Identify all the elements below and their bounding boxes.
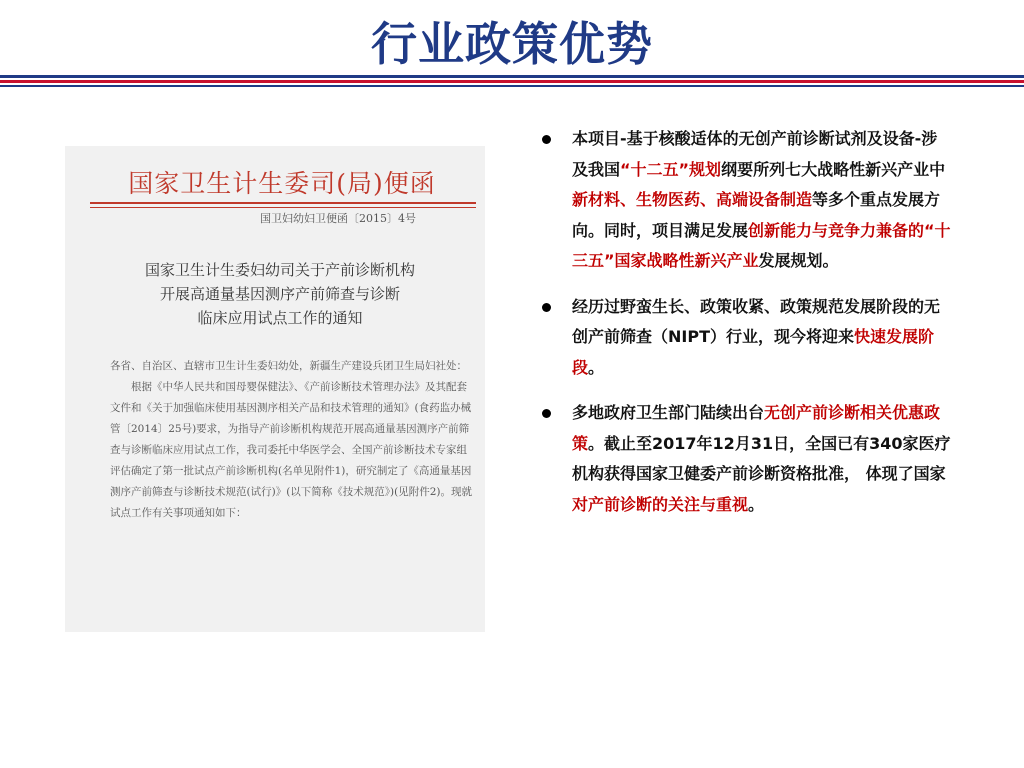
bullet-text-segment: 多地政府卫生部门陆续出台 [572, 403, 765, 422]
bullet-item [540, 398, 960, 520]
bullet-text-segment: 发展规划。 [758, 251, 839, 270]
title-rule-blue-bottom [0, 85, 1024, 87]
bullet-dot [542, 409, 551, 418]
bullet-highlight: “十二五”规划 [620, 159, 722, 179]
title-rule-blue-top [0, 75, 1024, 78]
bullet-dot [542, 303, 551, 312]
title-rule-red [0, 80, 1024, 83]
bullet-text [572, 292, 952, 384]
bullet-text-segment: 本项目-基于核酸适体的无创产前诊断试剂及设备-涉及我国 [572, 129, 938, 179]
bullet-text [572, 398, 952, 520]
bullet-dot [542, 135, 551, 144]
bullet-text-segment: 。 [588, 357, 605, 377]
bullet-text-segment: 。截止至2017年12月31日，全国已有340家医疗机构获得国家卫健委产前诊断资格批准， 体现了国家 [572, 433, 951, 483]
policy-bullet-list [540, 124, 960, 535]
bullet-highlight: 对产前诊断的关注与重视 [572, 494, 749, 514]
letter-reference-number: 国卫妇幼妇卫便函〔2015〕4号 [260, 212, 416, 225]
letter-header-rule-thin [90, 207, 476, 208]
letter-header-rule [90, 202, 476, 204]
bullet-text [572, 124, 952, 277]
bullet-text-segment: 经历过野蛮生长、政策收紧、政策规范发展阶段的无创产前筛查（NIPT）行业，现今将迎来 [572, 296, 941, 346]
notice-title-line: 临床应用试点工作的通知 [197, 309, 363, 327]
notice-title-line: 国家卫生计生委妇幼司关于产前诊断机构 [144, 261, 415, 279]
notice-paragraph: 根据《中华人民共和国母婴保健法》、《产前诊断技术管理办法》及其配套文件和《关于加强临床使用基因测序相关产品和技术管理的通知》(食药监办械管〔2014〕25号)要求，为指导产前诊断机构规范开展高通量基因测序产前筛查与诊断临床应用试点工作，我司委托中华医学会、全国产前诊断技术专家组评估确定了第一批试点产前诊断机构(名单见附件1)，研究制定了《高通量基因测序产前筛查与诊断技术规范(试行)》(以下简称《技术规范》)(见附件2)。现就试点工作有关事项通知如下： [110, 381, 473, 519]
bullet-text-segment: 。 [748, 494, 765, 514]
bullet-highlight: 无创产前诊断相关优惠政策 [572, 403, 941, 453]
notice-title [90, 258, 470, 330]
notice-recipients: 各省、自治区、直辖市卫生计生委妇幼处，新疆生产建设兵团卫生局妇社处： [110, 360, 467, 372]
bullet-item [540, 124, 960, 277]
letter-header: 国家卫生计生委司(局)便函 [128, 169, 436, 198]
official-letter-image [65, 146, 485, 632]
bullet-item [540, 292, 960, 384]
slide-title: 行业政策优势 [371, 17, 653, 71]
bullet-highlight: 快速发展阶段 [572, 327, 935, 377]
notice-body [110, 356, 475, 524]
bullet-text-segment: 纲要所列七大战略性新兴产业中 [721, 159, 946, 179]
bullet-highlight: 新材料、生物医药、高端设备制造 [572, 190, 813, 209]
bullet-text-segment: 等多个重点发展方向。同时，项目满足发展 [572, 190, 941, 240]
notice-title-line: 开展高通量基因测序产前筛查与诊断 [159, 285, 400, 303]
bullet-highlight: 创新能力与竞争力兼备的“十三五”国家战略性新兴产业 [572, 220, 951, 270]
